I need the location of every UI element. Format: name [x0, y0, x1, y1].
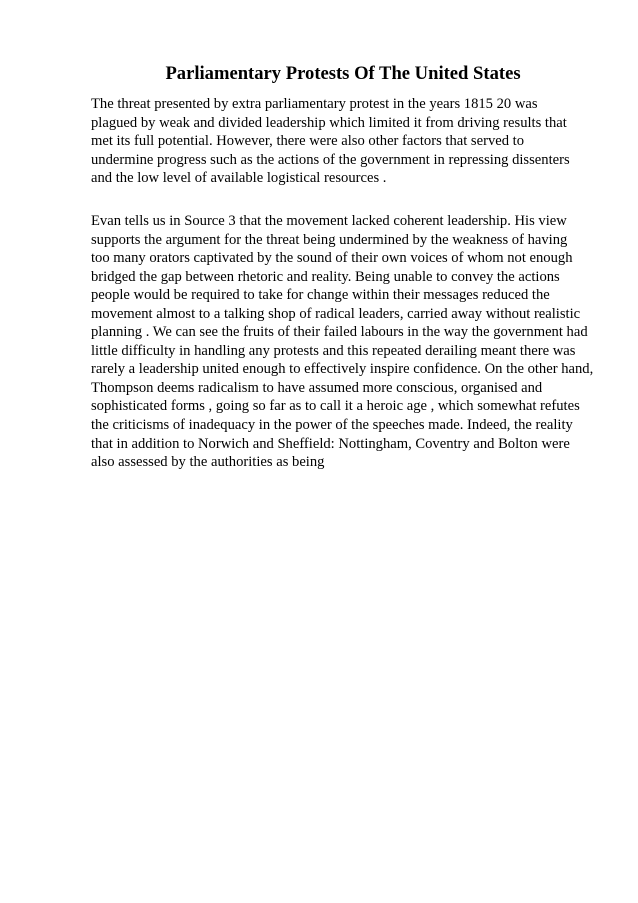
- paragraph-line: met its full potential. However, there were also other factors that served to: [91, 133, 525, 150]
- paragraph-line: supports the argument for the threat being undermined by the weakness of having: [91, 231, 568, 248]
- paragraph-line: also assessed by the authorities as being: [91, 454, 325, 471]
- paragraph-line: people would be required to take for change within their messages reduced the: [91, 287, 550, 304]
- paragraph-1: [91, 95, 570, 188]
- paragraph-line: too many orators captivated by the sound of their own voices of whom not enough: [91, 250, 573, 267]
- paragraph-line: planning . We can see the fruits of their failed labours in the way the government had: [91, 324, 588, 341]
- paragraph-line: The threat presented by extra parliamentary protest in the years 1815 20 was: [91, 96, 538, 112]
- paragraph-2: [91, 212, 593, 472]
- paragraph-line: plagued by weak and divided leadership which limited it from driving results that: [91, 114, 567, 131]
- paragraph-line: sophisticated forms , going so far as to call it a heroic age , which somewhat refutes: [91, 398, 580, 415]
- paragraph-line: the criticisms of inadequacy in the power of the speeches made. Indeed, the reality: [91, 417, 573, 434]
- paragraph-line: Evan tells us in Source 3 that the movement lacked coherent leadership. His view: [91, 213, 567, 229]
- paragraph-line: and the low level of available logistical resources .: [91, 170, 387, 187]
- paragraph-line: rarely a leadership united enough to effectively inspire confidence. On the other hand,: [91, 361, 594, 378]
- paragraph-line: that in addition to Norwich and Sheffield: Nottingham, Coventry and Bolton were: [91, 435, 570, 452]
- paragraph-line: undermine progress such as the actions of the government in repressing dissenters: [91, 151, 570, 168]
- paragraph-line: Thompson deems radicalism to have assumed more conscious, organised and: [91, 379, 543, 396]
- page-title: Parliamentary Protests Of The United States: [165, 63, 521, 84]
- paragraph-line: bridged the gap between rhetoric and reality. Being unable to convey the actions: [91, 268, 560, 285]
- paragraph-line: movement almost to a talking shop of radical leaders, carried away without realistic: [91, 305, 581, 322]
- paragraph-line: little difficulty in handling any protests and this repeated derailing meant there was: [91, 342, 576, 359]
